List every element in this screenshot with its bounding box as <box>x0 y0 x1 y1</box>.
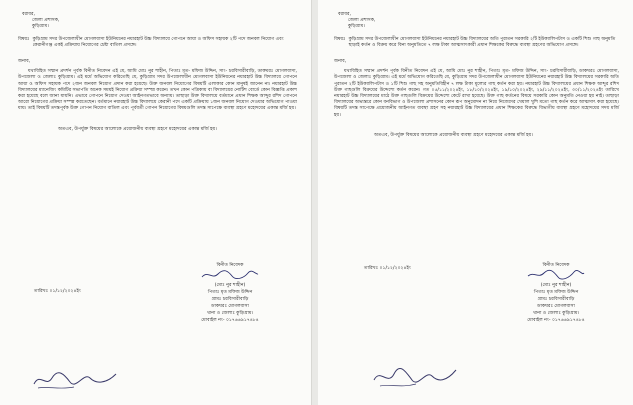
signature-block <box>170 262 290 324</box>
salutation: জনাব, <box>334 59 347 65</box>
district: কুড়িগ্রাম। <box>348 24 365 30</box>
signer-mobile: মোবাইল নং- ০১৭৬৬৯১৭৪৮৪ <box>527 318 585 323</box>
handwritten-signature <box>526 269 586 281</box>
signature-block <box>496 262 616 324</box>
address-block <box>22 12 297 31</box>
closing-line: অতএব, উপর্যুক্ত বিষয়ের আলোকে প্রয়োজনীয় ব্যবস্থা গ্রহণে মহোদয়ের একান্ত মর্জি হয়। <box>374 132 533 138</box>
signer-village: গ্রামঃ চরবিসারীবাড়ি <box>211 297 249 302</box>
salutation: জনাব, <box>18 59 31 65</box>
received-scribble-icon <box>370 364 460 390</box>
signer-post: ডাকঘরঃ মোগলবাসা <box>211 304 249 309</box>
signer-post: ডাকঘরঃ মোগলবাসা <box>537 304 575 309</box>
to-line: বরাবর, <box>22 12 35 17</box>
address-block <box>338 12 619 31</box>
left-letter-page <box>0 0 312 405</box>
subject-label: বিষয়ঃ <box>18 36 30 42</box>
right-letter-page <box>318 0 633 405</box>
subject-text: কুড়িগ্রাম সদর উপজেলাধীন মোগলবাসা ইউনিয়নের নয়ারহাট উচ্চ বিদ্যালয়ের অতি পুরাতন সরকারি ২টি ইউক্যালিপটাস ও একটি শিশু গাছ অনুমতি ছাড়াই কর্তন ও বিক্রয় করে বিনা অনুমতিতে ৭ লক্ষ টাকা আত্মসাৎকারী প্রধান শিক্ষকের বিরুদ্ধে ব্যবস্থা গ্রহণের অভিযোগ প্রসঙ্গে। <box>348 36 616 48</box>
letter-date: তারিখঃ ০১/১২/২০২৪ইং <box>34 289 81 294</box>
subject-label: বিষয়ঃ <box>334 36 346 42</box>
addressee: জেলা প্রশাসক, <box>32 18 60 24</box>
subject-text: কুড়িগ্রাম সদর উপজেলাধীন মোগলবাসা ইউনিয়নের নয়ারহাট উচ্চ বিদ্যালয়ে গোপনে আয়া ও অফিস সহায়ক ২টি পদে জনবল নিয়োগ এবং কেরানীগঞ্জ একই প্রক্রিয়ায় নিয়োগের চেষ্টা বাতিল প্রসঙ্গে। <box>32 36 284 48</box>
signer-father: পিতাঃ মৃত মফিজ উদ্দিন <box>533 290 579 295</box>
received-scribble-icon <box>30 366 120 392</box>
yours-faithfully: বিনীত নিবেদক <box>542 263 570 268</box>
to-line: বরাবর, <box>338 12 351 17</box>
letter-body: যথাবিহিত সম্মান প্রদর্শন পূর্বক বিনীত নিবেদন এই যে, আমি মোঃ নুর শাহীন, পিতাঃ মৃত- মফিজ উদ্দিন, সাং- চরবিসারীবাড়ি, ডাকঘরঃ মোগলবাসা, উপজেলা ও জেলাঃ কুড়িগ্রাম। এই মর্মে অভিযোগ করিতেছি যে, কুড়িগ্রাম সদর উপজেলাধীন মোগলবাসা ইউনিয়নের নয়ারহাট উচ্চ বিদ্যালয়ে গোপনে আয়া ও অফিস সহায়ক পদে ২জন জনবল নিয়োগ প্রদান করা হয়েছে। উক্ত জনবল নিয়োগের বিষয়টি এলাকার কোন মানুষই জানেন না। নয়ারহাট উচ্চ বিদ্যালয়ের ম্যানেজিং কমিটির সভাপতি অনেক সময়ই নিয়োগ প্রক্রিয়া সম্পন্ন করেন। তখন কোন পত্রিকায় বা বিদ্যালয়ের নোটিশ বোর্ডে কোন বিজ্ঞপ্তি প্রকাশ করা হয়েছে বলে জানা যায়নি। এভাবে গোপনে নিয়োগ দেওয়া আইনগতভাবে অন্যায়। তাছাড়া উক্ত বিদ্যালয়ে বর্তমানে প্রধান শিক্ষক আব্দুর রশিদ গোপনে আরো নিয়োগের প্রক্রিয়া সম্পন্ন করতেছেন। বর্তমানে নয়ারহাট উচ্চ বিদ্যালয়ে কেরানী পদে একটি প্রক্রিয়ায় ১জন জনবল নিয়োগ দেওয়ার অভিযোগ পাওয়া যায়। তাই বিষয়টি তদন্তপূর্বক উক্ত গোপন নিয়োগ বাতিল এবং পূর্ববর্তী গোপন নিয়োগের বিষয়গুলি তদন্ত সাপেক্ষে ব্যবস্থা গ্রহণে মহোদয়ের একান্ত মর্জি হয়। <box>18 69 297 112</box>
signer-name: (মোঃ নুর শাহীন) <box>214 283 246 288</box>
letter-date: তারিখঃ ০১/১২/২০২৪ইং <box>364 266 411 271</box>
yours-faithfully: বিনীত নিবেদক <box>216 263 244 268</box>
subject-block <box>334 37 619 49</box>
signer-mobile: মোবাইল নং- ০১৭৬৬৯১৭৪৮৪ <box>201 318 259 323</box>
addressee: জেলা প্রশাসক, <box>348 18 376 24</box>
closing-line: অতএব, উপর্যুক্ত বিষয়ের আলোকে প্রয়োজনীয় ব্যবস্থা গ্রহণে মহোদয়ের একান্ত মর্জি হয়। <box>58 126 217 132</box>
signer-thana: থানা ও জেলাঃ কুড়িগ্রাম। <box>206 311 254 316</box>
letter-body: যথাবিহিত সম্মান প্রদর্শন পূর্বক বিনীত নিবেদন এই যে, আমি মোঃ নুর শাহীন, পিতাঃ মৃত- মফিজ উদ্দিন, সাং- চরবিসারীবাড়ি, ডাকঘরঃ মোগলবাসা, উপজেলা ও জেলাঃ কুড়িগ্রাম। এই মর্মে অভিযোগ করিতেছি যে, কুড়িগ্রাম সদর উপজেলাধীন মোগলবাসা ইউনিয়নের নয়ারহাট উচ্চ বিদ্যালয়ের সরকারি অতি পুরাতন ২টি ইউক্যালিপটাস ও ১টি শিশু গাছ সহ অনুমতিবিহীন ৭ লক্ষ টাকা মূল্যের গাছ কর্তন করা হয়। নয়ারহাট উচ্চ বিদ্যালয়ের প্রধান শিক্ষক আব্দুর রশিদ উক্ত গাছগুলি বিক্রয়ের উদ্দেশ্যে কর্তন করেন। গত ০৫/১১/২০২৪ইং, ১৮/১০/২০২৪ইং, ১৯/১০/২০২৪ইং, ২৯/১১/২০২৪ইং, ৩০/১১/২০২৪ইং তারিখে নয়ারহাট উচ্চ বিদ্যালয়ের মাঠে উক্ত গাছগুলি বিক্রয়ের উদ্দেশ্যে কেটে রাখা হয়েছে। উক্ত গাছ কর্তনের বিষয়ে সরকারি কোন অনুমতি নেওয়া হয় নাই। তাছাড়া বিদ্যালয়ের অভ্যন্তরে কোন বনবিভাগ ও উপজেলা প্রশাসনের কোন রূপ অনুমোদন না নিয়ে নিজেদের খেয়াল খুশি মতো গাছ কর্তন করে আত্মসাৎ করা হয়েছে। বিষয়টি তদন্ত সাপেক্ষে প্রয়োজনীয় আইনগত ব্যবস্থা গ্রহণ সহ নয়ারহাট উচ্চ বিদ্যালয়ের প্রধান শিক্ষকের বিরুদ্ধে বিভাগীয় ব্যবস্থা গ্রহণে মহোদয়ের সদয় মর্জি হয়। <box>334 69 619 118</box>
signer-village: গ্রামঃ চরবিসারীবাড়ি <box>537 297 575 302</box>
handwritten-signature <box>200 269 260 281</box>
signer-thana: থানা ও জেলাঃ কুড়িগ্রাম। <box>532 311 580 316</box>
signer-father: পিতাঃ মৃত মফিজ উদ্দিন <box>207 290 253 295</box>
subject-block <box>18 37 297 49</box>
signer-name: (মোঃ নুর শাহীন) <box>540 283 572 288</box>
district: কুড়িগ্রাম। <box>32 24 49 30</box>
